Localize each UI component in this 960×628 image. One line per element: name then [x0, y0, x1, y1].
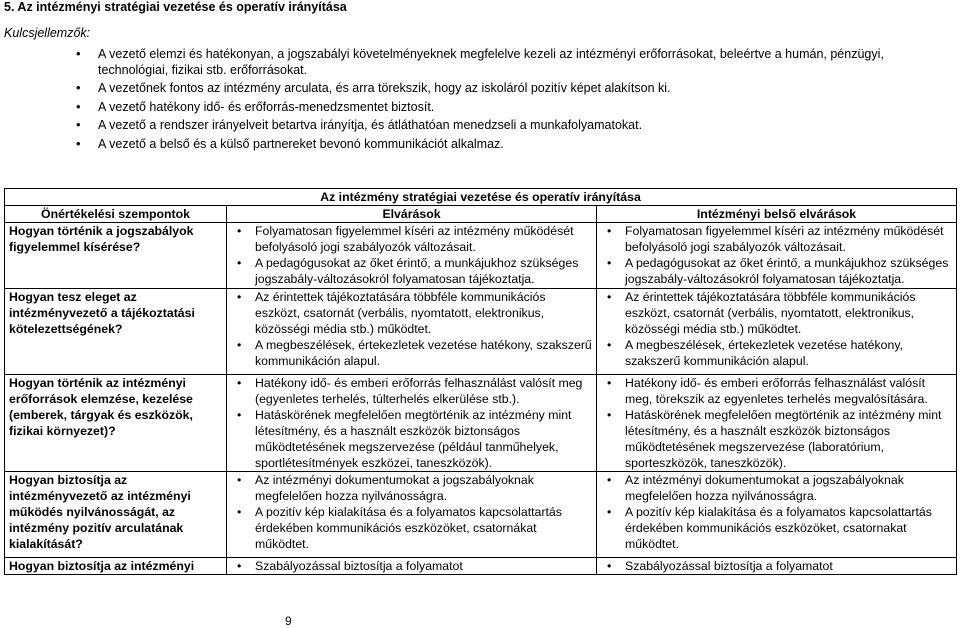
expectations-cell	[227, 289, 597, 375]
internal-expectations-cell	[597, 558, 957, 575]
expectations-cell	[227, 472, 597, 558]
table-caption: Az intézmény stratégiai vezetése és operatív irányítása	[5, 189, 957, 206]
expectation-item: • A megbeszélések, értekezletek vezetése hatékony, szakszerű kommunikáción alapul.	[255, 337, 592, 369]
table-row	[5, 558, 957, 575]
internal-expectation-item: • Az intézményi dokumentumokat a jogszabályoknak megfelelően hozza nyilvánosságra.	[625, 472, 952, 504]
internal-expectation-item: • A pozitív kép kialakítása és a folyamatos kapcsolattartás érdekében kommunikációs eszközöket, csatornakat működtet.	[625, 504, 952, 552]
evaluation-table	[4, 188, 957, 575]
key-point: • A vezető hatékony idő- és erőforrás-menedzsmentet biztosít.	[98, 99, 948, 115]
expectation-item: • Hatékony idő- és emberi erőforrás felhasználást valósít meg (egyenletes terhelés, túlterhelés elkerülése stb.).	[255, 375, 592, 407]
question-cell: Hogyan tesz eleget az intézményvezető a tájékoztatási kötelezettségének?	[5, 289, 227, 375]
internal-expectations-cell	[597, 375, 957, 472]
table-row	[5, 375, 957, 472]
key-point: • A vezető a belső és a külső partnereket bevonó kommunikációt alkalmaz.	[98, 136, 948, 152]
question-cell: Hogyan biztosítja az intézményi	[5, 558, 227, 575]
expectations-cell	[227, 558, 597, 575]
expectation-item: • Folyamatosan figyelemmel kíséri az intézmény működését befolyásoló jogi szabályozók változásait.	[255, 223, 592, 255]
question-cell: Hogyan biztosítja az intézményvezető az intézményi működés nyilvánosságát, az intézmény pozitív arculatának kialakítását?	[5, 472, 227, 558]
criteria-label: Kulcsjellemzők:	[4, 26, 91, 40]
expectation-item: • A pozitív kép kialakítása és a folyamatos kapcsolattartás érdekében kommunikációs eszközöket, csatornákat működtet.	[255, 504, 592, 552]
column-header: Elvárások	[227, 206, 597, 223]
expectation-item: • Hatáskörének megfelelően megtörténik az intézmény mint létesítmény, és a használt eszközök biztonságos működtetésének megszervezése (például tanműhelyek, sportlétesítmények eszközei, taneszközök).	[255, 407, 592, 471]
internal-expectation-item: • Folyamatosan figyelemmel kíséri az intézmény működését befolyásoló jogi szabályozók változásait.	[625, 223, 952, 255]
internal-expectations-cell	[597, 289, 957, 375]
expectation-item: • Az intézményi dokumentumokat a jogszabályoknak megfelelően hozza nyilvánosságra.	[255, 472, 592, 504]
key-point: • A vezető a rendszer irányelveit betartva irányítja, és átláthatóan menedzseli a munkafolyamatokat.	[98, 117, 948, 133]
internal-expectation-item: • Hatáskörének megfelelően megtörténik az intézmény mint létesítmény, és a használt eszközök biztonságos működtetésének megszervezése (laboratórium, sporteszközök, taneszközök).	[625, 407, 952, 471]
column-header: Önértékelési szempontok	[5, 206, 227, 223]
expectations-cell	[227, 375, 597, 472]
question-cell: Hogyan történik az intézményi erőforrások elemzése, kezelése (emberek, tárgyak és eszközök, fizikai környezet)?	[5, 375, 227, 472]
internal-expectation-item: • A pedagógusokat az őket érintő, a munkájukhoz szükséges jogszabály-változásokról folyamatosan tájékoztatja.	[625, 255, 952, 287]
table-row	[5, 223, 957, 289]
key-point: • A vezetőnek fontos az intézmény arculata, és arra törekszik, hogy az iskoláról pozitív képet alakítson ki.	[98, 80, 948, 96]
table-row	[5, 472, 957, 558]
internal-expectations-cell	[597, 223, 957, 289]
internal-expectation-item: • Az érintettek tájékoztatására többféle kommunikációs eszközt, csatornát (verbális, nyomtatott, elektronikus, közösségi média stb.) működtet.	[625, 289, 952, 337]
internal-expectation-item: • Szabályozással biztosítja a folyamatot	[625, 558, 952, 574]
key-point: • A vezető elemzi és hatékonyan, a jogszabályi követelményeknek megfelelve kezeli az intézményi erőforrásokat, beleértve a humán, pénzügyi, technológiai, fizikai stb. erőforrásokat.	[98, 46, 948, 78]
internal-expectations-cell	[597, 472, 957, 558]
expectation-item: • Szabályozással biztosítja a folyamatot	[255, 558, 592, 574]
column-header: Intézményi belső elvárások	[597, 206, 957, 223]
expectation-item: • A pedagógusokat az őket érintő, a munkájukhoz szükséges jogszabály-változásokról folyamatosan tájékoztatja.	[255, 255, 592, 287]
internal-expectation-item: • Hatékony idő- és emberi erőforrás felhasználást valósít meg, törekszik az egyenletes terhelés megvalósítására.	[625, 375, 952, 407]
internal-expectation-item: • A megbeszélések, értekezletek vezetése hatékony, szakszerű kommunikáción alapul.	[625, 337, 952, 369]
page-number: 9	[285, 614, 292, 628]
section-heading: 5. Az intézményi stratégiai vezetése és operatív irányítása	[4, 0, 347, 14]
expectation-item: • Az érintettek tájékoztatására többféle kommunikációs eszközt, csatornát (verbális, nyomtatott, elektronikus, közösségi média stb.) működtet.	[255, 289, 592, 337]
expectations-cell	[227, 223, 597, 289]
key-points-list	[98, 46, 948, 154]
question-cell: Hogyan történik a jogszabályok figyelemmel kísérése?	[5, 223, 227, 289]
table-row	[5, 289, 957, 375]
